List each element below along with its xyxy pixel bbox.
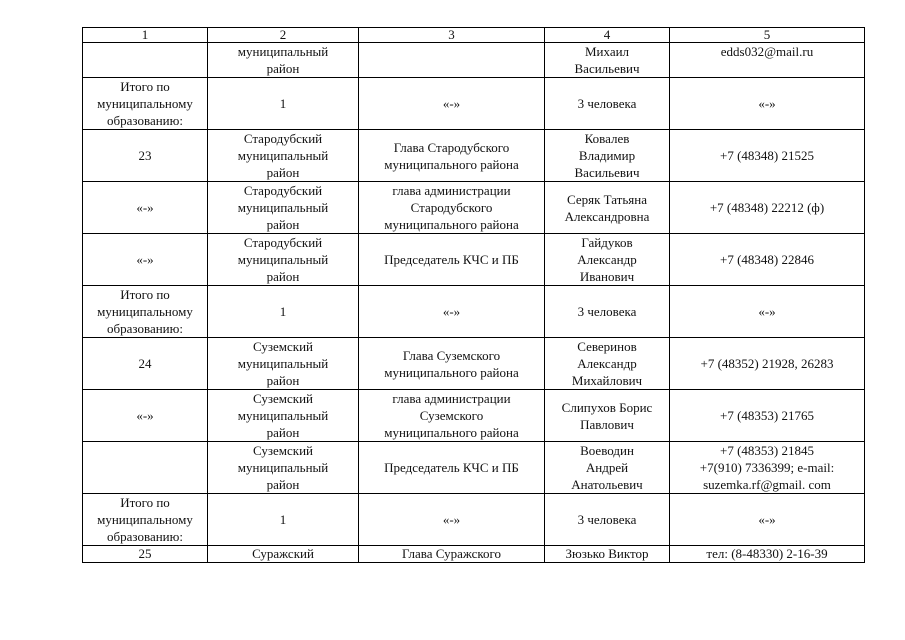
table-cell: Итого по муниципальному образованию: [83, 78, 208, 130]
table-cell: Итого по муниципальному образованию: [83, 494, 208, 546]
table-cell: 1 [208, 78, 359, 130]
table-cell: глава администрации Стародубского муниципального района [359, 182, 545, 234]
table-cell: Суземский муниципальный район [208, 442, 359, 494]
table-cell: «-» [670, 494, 865, 546]
table-cell: Стародубский муниципальный район [208, 130, 359, 182]
table-cell: тел: (8-48330) 2-16-39 [670, 546, 865, 563]
column-number-cell: 1 [83, 28, 208, 43]
table-cell: 1 [208, 494, 359, 546]
table-cell: «-» [359, 494, 545, 546]
table-cell: 25 [83, 546, 208, 563]
table-cell: Глава Суземского муниципального района [359, 338, 545, 390]
table-cell: Михаил Васильевич [545, 43, 670, 78]
table-cell: Ковалев Владимир Васильевич [545, 130, 670, 182]
table-cell: Председатель КЧС и ПБ [359, 442, 545, 494]
table-cell: «-» [670, 78, 865, 130]
table-cell: 1 [208, 286, 359, 338]
table-cell: +7 (48352) 21928, 26283 [670, 338, 865, 390]
table-cell: 3 человека [545, 494, 670, 546]
table-cell: Северинов Александр Михайлович [545, 338, 670, 390]
table-row [83, 286, 865, 338]
table-cell: глава администрации Суземского муниципального района [359, 390, 545, 442]
table-cell: Стародубский муниципальный район [208, 234, 359, 286]
table-cell: Суземский муниципальный район [208, 390, 359, 442]
table-cell: +7 (48348) 22846 [670, 234, 865, 286]
table-cell [83, 442, 208, 494]
table-row [83, 442, 865, 494]
table-cell: 23 [83, 130, 208, 182]
table-cell: 24 [83, 338, 208, 390]
table-row [83, 390, 865, 442]
table-cell [83, 43, 208, 78]
table-cell: Итого по муниципальному образованию: [83, 286, 208, 338]
table-cell: Воеводин Андрей Анатольевич [545, 442, 670, 494]
table-row [83, 546, 865, 563]
table-cell: 3 человека [545, 286, 670, 338]
table-row [83, 130, 865, 182]
table-row [83, 234, 865, 286]
table-cell: Суземский муниципальный район [208, 338, 359, 390]
table-cell: «-» [83, 234, 208, 286]
column-number-cell: 2 [208, 28, 359, 43]
table-cell: Гайдуков Александр Иванович [545, 234, 670, 286]
table-row [83, 43, 865, 78]
table-row [83, 182, 865, 234]
table-cell: муниципальный район [208, 43, 359, 78]
table-cell: Серяк Татьяна Александровна [545, 182, 670, 234]
table-cell: edds032@mail.ru [670, 43, 865, 78]
table-row [83, 338, 865, 390]
table-cell: Стародубский муниципальный район [208, 182, 359, 234]
table-cell: +7 (48348) 22212 (ф) [670, 182, 865, 234]
table-cell [359, 43, 545, 78]
table-cell: Зюзько Виктор [545, 546, 670, 563]
table-cell: Председатель КЧС и ПБ [359, 234, 545, 286]
table-cell: Глава Суражского [359, 546, 545, 563]
table-cell: +7 (48353) 21765 [670, 390, 865, 442]
table-cell: +7 (48348) 21525 [670, 130, 865, 182]
table-cell: +7 (48353) 21845 +7(910) 7336399; e-mail: suzemka.rf@gmail. com [670, 442, 865, 494]
table-row [83, 494, 865, 546]
table-cell: 3 человека [545, 78, 670, 130]
column-number-cell: 4 [545, 28, 670, 43]
table-cell: «-» [83, 182, 208, 234]
table-row [83, 78, 865, 130]
table-cell: Слипухов Борис Павлович [545, 390, 670, 442]
table-cell: Суражский [208, 546, 359, 563]
table-cell: Глава Стародубского муниципального района [359, 130, 545, 182]
column-number-cell: 3 [359, 28, 545, 43]
table-cell: «-» [359, 78, 545, 130]
column-number-cell: 5 [670, 28, 865, 43]
table-cell: «-» [83, 390, 208, 442]
table-cell: «-» [359, 286, 545, 338]
column-number-row [83, 28, 865, 43]
table-cell: «-» [670, 286, 865, 338]
contacts-table [82, 27, 865, 563]
